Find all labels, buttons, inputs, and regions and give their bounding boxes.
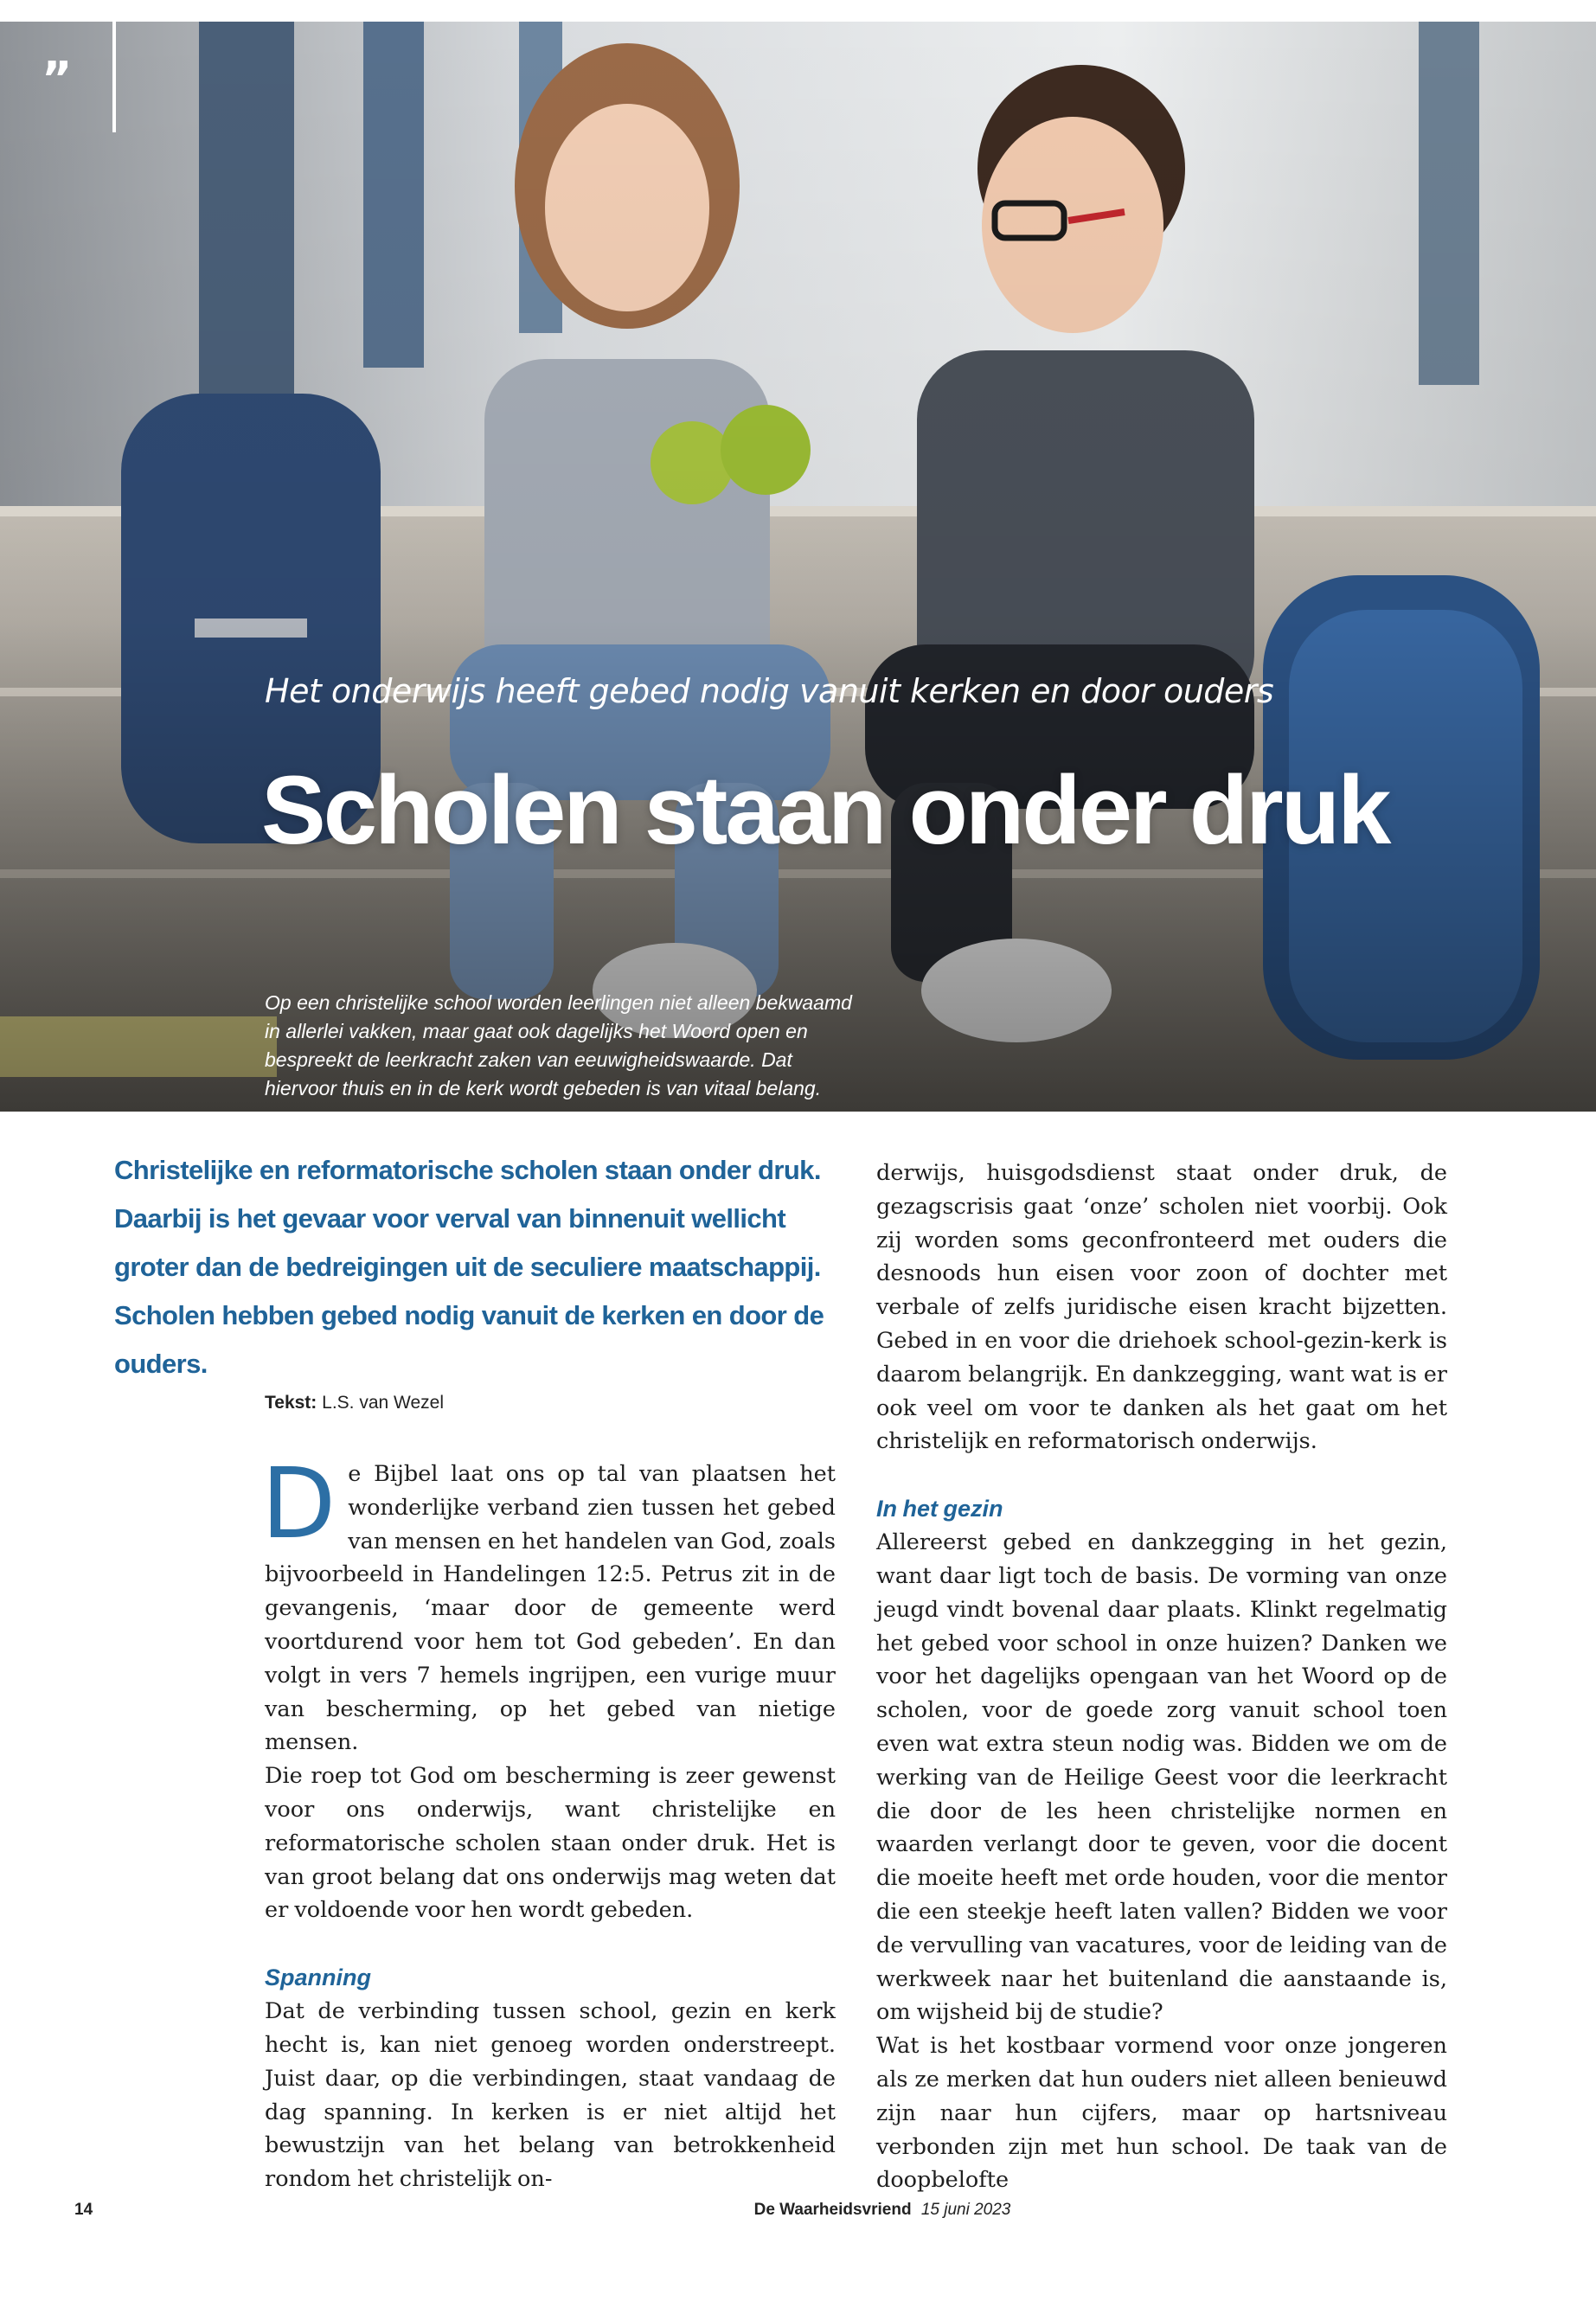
byline-author: L.S. van Wezel <box>322 1393 444 1413</box>
page-number: 14 <box>74 2201 93 2219</box>
subheading-spanning: Spanning <box>265 1965 371 1991</box>
issue-date: 15 juni 2023 <box>920 2201 1011 2219</box>
footer-publication <box>657 2201 1107 2220</box>
quote-mark-icon: ” <box>42 52 73 106</box>
paragraph: derwijs, huisgodsdienst staat onder druk, de gezagscrisis gaat ‘onze’ scholen niet voorbij. Ook zij worden soms geconfronteerd met ouders die desnoods hun eisen voor zoon of dochter met verbale of zelfs juridische eisen kracht bijzetten. Gebed in en voor die driehoek school-gezin-kerk is daarom belangrijk. En dankzegging, want wat is er ook veel om voor te danken als het gaat om het christelijk en reformatorisch onderwijs. <box>876 1160 1447 1455</box>
byline-label: Tekst: <box>265 1393 317 1413</box>
paragraph: Allereerst gebed en dankzegging in het gezin, want daar ligt toch de basis. De vorming van onze jeugd vindt bovenal daar plaats. Klinkt regelmatig het gebed voor school in onze huizen? Danken we voor het dagelijks opengaan van het Woord op de scholen, voor de goede zorg vanuit school toen even wat extra steun nodig was. Bidden we om de werking van de Heilige Geest voor die leerkracht die door de les heen christelijke normen en waarden verlangt door te geven, voor die docent die moeite heeft met orde houden, voor die mentor die een steekje heeft laten vallen? Bidden we voor de vervulling van vacatures, voor de leiding van de werkweek naar het buitenland die aanstaande is, om wijsheid bij de studie? <box>876 1529 1447 2026</box>
photo-caption: Op een christelijke school worden leerlingen niet alleen bekwaamd in allerlei vakken, maar gaat ook dagelijks het Woord open en bespreekt de leerkracht zaken van eeuwigheidswaarde. Dat hiervoor thuis en in de kerk wordt gebeden is van vitaal belang. <box>265 991 852 1099</box>
subheading-in-het-gezin: In het gezin <box>876 1496 1003 1522</box>
magazine-name: De Waarheidsvriend <box>753 2201 912 2219</box>
spacer <box>876 1458 1447 1491</box>
paragraph: Dat de verbinding tussen school, gezin en kerk hecht is, kan niet genoeg worden onderstreept. Juist daar, op die verbindingen, staat vandaag de dag spanning. In kerken is er niet altijd het bewustzijn van het belang van betrokkenheid rondom het christelijk on- <box>265 1998 836 2193</box>
spacer <box>265 1927 836 1960</box>
paragraph-text: e Bijbel laat ons op tal van plaatsen het wonderlijke verband zien tussen het gebed van mensen en het handelen van God, zoals bijvoorbeeld in Handelingen 12:5. Petrus zit in de gevangenis, ‘maar door de gemeente werd voortdurend voor hem tot God gebeden’. En dan volgt in vers 7 hemels ingrijpen, een vurige muur van bescherming, op het gebed van nietige mensen. <box>265 1461 836 1756</box>
hero-illustration <box>0 22 1596 1112</box>
hero-photo <box>0 22 1596 1112</box>
kicker: Het onderwijs heeft gebed nodig vanuit kerken en door ouders <box>265 672 1274 710</box>
drop-cap: D <box>261 1448 337 1561</box>
article-intro: Christelijke en reformatorische scholen staan onder druk. Daarbij is het gevaar voor verval van binnenuit wellicht groter dan de bedreigingen uit de seculiere maatschappij. Scholen hebben gebed nodig vanuit de kerken en door de ouders. <box>114 1155 824 1379</box>
quote-rule <box>112 22 116 132</box>
paragraph: Die roep tot God om bescherming is zeer gewenst voor ons onderwijs, want christelijke en reformatorische scholen staan onder druk. Het is van groot belang dat ons onderwijs mag weten dat er voldoende voor hen wordt gebeden. <box>265 1763 836 1924</box>
article-column-1 <box>261 1448 836 2196</box>
paragraph <box>261 1448 836 1759</box>
article-column-2 <box>876 1157 1447 2197</box>
byline <box>265 1393 444 1413</box>
paragraph: Wat is het kostbaar vormend voor onze jongeren als ze merken dat hun ouders niet alleen benieuwd zijn naar hun cijfers, maar op hartsniveau verbonden zijn met hun school. De taak van de doopbelofte <box>876 2033 1447 2194</box>
headline: Scholen staan onder druk <box>261 756 1389 864</box>
